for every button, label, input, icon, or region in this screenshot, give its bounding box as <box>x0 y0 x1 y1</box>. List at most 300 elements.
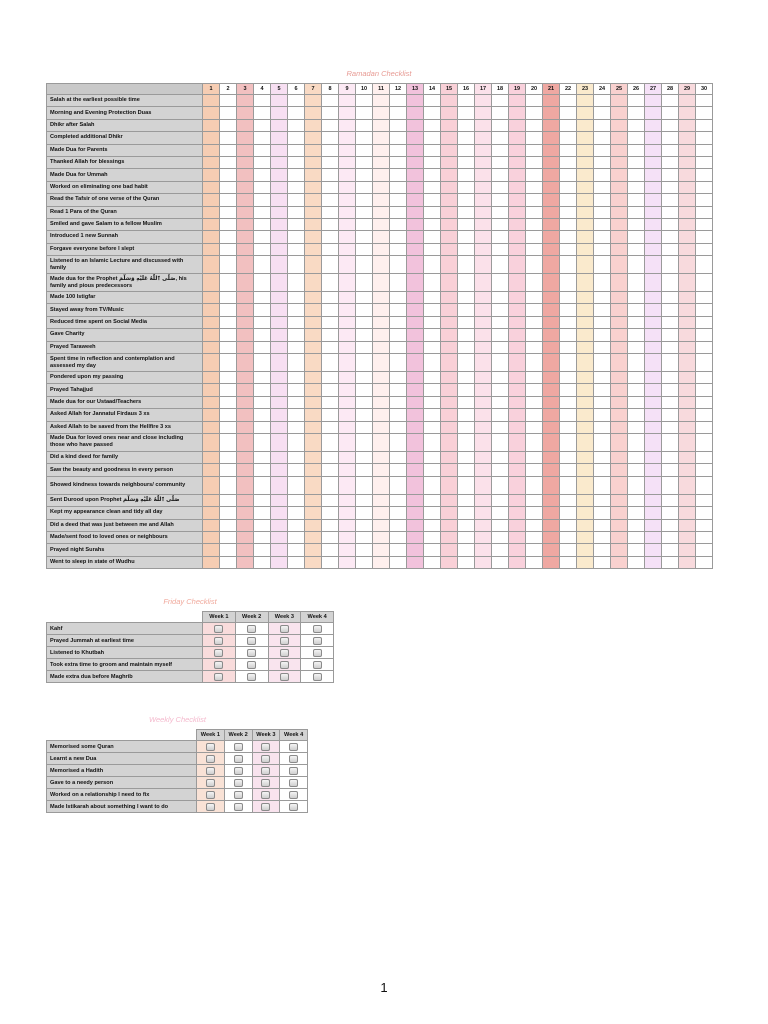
day-checkbox-cell[interactable] <box>220 156 237 168</box>
day-checkbox-cell[interactable] <box>203 433 220 451</box>
day-checkbox-cell[interactable] <box>526 316 543 328</box>
day-checkbox-cell[interactable] <box>373 476 390 494</box>
day-checkbox-cell[interactable] <box>577 144 594 156</box>
day-checkbox-cell[interactable] <box>645 132 662 144</box>
day-checkbox-cell[interactable] <box>407 132 424 144</box>
day-checkbox-cell[interactable] <box>441 256 458 274</box>
day-checkbox-cell[interactable] <box>407 169 424 181</box>
day-checkbox-cell[interactable] <box>475 274 492 292</box>
day-checkbox-cell[interactable] <box>645 531 662 543</box>
day-checkbox-cell[interactable] <box>577 194 594 206</box>
day-checkbox-cell[interactable] <box>696 409 713 421</box>
day-checkbox-cell[interactable] <box>662 231 679 243</box>
day-checkbox-cell[interactable] <box>594 464 611 476</box>
day-checkbox-cell[interactable] <box>594 531 611 543</box>
checkbox[interactable] <box>261 791 270 799</box>
day-checkbox-cell[interactable] <box>322 144 339 156</box>
day-checkbox-cell[interactable] <box>509 433 526 451</box>
day-checkbox-cell[interactable] <box>696 421 713 433</box>
checkbox[interactable] <box>214 661 223 669</box>
day-checkbox-cell[interactable] <box>509 531 526 543</box>
day-checkbox-cell[interactable] <box>458 95 475 107</box>
day-checkbox-cell[interactable] <box>662 304 679 316</box>
day-checkbox-cell[interactable] <box>696 132 713 144</box>
day-checkbox-cell[interactable] <box>203 316 220 328</box>
day-checkbox-cell[interactable] <box>509 243 526 255</box>
day-checkbox-cell[interactable] <box>492 316 509 328</box>
day-checkbox-cell[interactable] <box>696 169 713 181</box>
day-checkbox-cell[interactable] <box>560 329 577 341</box>
day-checkbox-cell[interactable] <box>322 107 339 119</box>
day-checkbox-cell[interactable] <box>611 354 628 372</box>
day-checkbox-cell[interactable] <box>424 243 441 255</box>
day-checkbox-cell[interactable] <box>424 494 441 506</box>
day-checkbox-cell[interactable] <box>339 341 356 353</box>
day-checkbox-cell[interactable] <box>220 396 237 408</box>
day-checkbox-cell[interactable] <box>560 544 577 556</box>
day-checkbox-cell[interactable] <box>645 169 662 181</box>
day-checkbox-cell[interactable] <box>288 156 305 168</box>
day-checkbox-cell[interactable] <box>441 451 458 463</box>
day-checkbox-cell[interactable] <box>356 316 373 328</box>
day-checkbox-cell[interactable] <box>305 409 322 421</box>
day-checkbox-cell[interactable] <box>424 119 441 131</box>
day-checkbox-cell[interactable] <box>696 274 713 292</box>
day-checkbox-cell[interactable] <box>407 218 424 230</box>
day-checkbox-cell[interactable] <box>373 329 390 341</box>
day-checkbox-cell[interactable] <box>322 256 339 274</box>
day-checkbox-cell[interactable] <box>594 292 611 304</box>
checkbox[interactable] <box>234 743 243 751</box>
day-checkbox-cell[interactable] <box>475 341 492 353</box>
day-checkbox-cell[interactable] <box>441 243 458 255</box>
day-checkbox-cell[interactable] <box>356 372 373 384</box>
day-checkbox-cell[interactable] <box>696 531 713 543</box>
day-checkbox-cell[interactable] <box>543 292 560 304</box>
day-checkbox-cell[interactable] <box>254 169 271 181</box>
checkbox[interactable] <box>206 743 215 751</box>
day-checkbox-cell[interactable] <box>645 451 662 463</box>
day-checkbox-cell[interactable] <box>611 409 628 421</box>
day-checkbox-cell[interactable] <box>220 372 237 384</box>
day-checkbox-cell[interactable] <box>475 556 492 568</box>
day-checkbox-cell[interactable] <box>696 218 713 230</box>
day-checkbox-cell[interactable] <box>594 304 611 316</box>
day-checkbox-cell[interactable] <box>220 544 237 556</box>
day-checkbox-cell[interactable] <box>509 544 526 556</box>
day-checkbox-cell[interactable] <box>288 519 305 531</box>
day-checkbox-cell[interactable] <box>254 156 271 168</box>
day-checkbox-cell[interactable] <box>390 274 407 292</box>
day-checkbox-cell[interactable] <box>220 304 237 316</box>
day-checkbox-cell[interactable] <box>560 464 577 476</box>
checkbox[interactable] <box>280 625 289 633</box>
day-checkbox-cell[interactable] <box>424 329 441 341</box>
day-checkbox-cell[interactable] <box>441 464 458 476</box>
day-checkbox-cell[interactable] <box>237 409 254 421</box>
day-checkbox-cell[interactable] <box>322 507 339 519</box>
day-checkbox-cell[interactable] <box>254 464 271 476</box>
day-checkbox-cell[interactable] <box>526 556 543 568</box>
day-checkbox-cell[interactable] <box>203 95 220 107</box>
day-checkbox-cell[interactable] <box>390 372 407 384</box>
day-checkbox-cell[interactable] <box>577 181 594 193</box>
day-checkbox-cell[interactable] <box>407 292 424 304</box>
day-checkbox-cell[interactable] <box>203 181 220 193</box>
day-checkbox-cell[interactable] <box>662 433 679 451</box>
day-checkbox-cell[interactable] <box>254 329 271 341</box>
day-checkbox-cell[interactable] <box>679 341 696 353</box>
day-checkbox-cell[interactable] <box>458 231 475 243</box>
day-checkbox-cell[interactable] <box>288 507 305 519</box>
checkbox[interactable] <box>247 637 256 645</box>
day-checkbox-cell[interactable] <box>254 107 271 119</box>
day-checkbox-cell[interactable] <box>424 409 441 421</box>
day-checkbox-cell[interactable] <box>577 206 594 218</box>
day-checkbox-cell[interactable] <box>339 107 356 119</box>
day-checkbox-cell[interactable] <box>577 409 594 421</box>
day-checkbox-cell[interactable] <box>560 169 577 181</box>
day-checkbox-cell[interactable] <box>271 231 288 243</box>
checkbox[interactable] <box>247 625 256 633</box>
day-checkbox-cell[interactable] <box>458 341 475 353</box>
day-checkbox-cell[interactable] <box>271 156 288 168</box>
day-checkbox-cell[interactable] <box>560 494 577 506</box>
day-checkbox-cell[interactable] <box>237 304 254 316</box>
day-checkbox-cell[interactable] <box>543 421 560 433</box>
day-checkbox-cell[interactable] <box>509 396 526 408</box>
day-checkbox-cell[interactable] <box>390 384 407 396</box>
day-checkbox-cell[interactable] <box>611 107 628 119</box>
day-checkbox-cell[interactable] <box>254 341 271 353</box>
day-checkbox-cell[interactable] <box>475 304 492 316</box>
day-checkbox-cell[interactable] <box>390 354 407 372</box>
day-checkbox-cell[interactable] <box>526 218 543 230</box>
day-checkbox-cell[interactable] <box>390 396 407 408</box>
day-checkbox-cell[interactable] <box>543 194 560 206</box>
day-checkbox-cell[interactable] <box>288 433 305 451</box>
day-checkbox-cell[interactable] <box>492 132 509 144</box>
day-checkbox-cell[interactable] <box>509 556 526 568</box>
day-checkbox-cell[interactable] <box>526 354 543 372</box>
day-checkbox-cell[interactable] <box>237 274 254 292</box>
day-checkbox-cell[interactable] <box>509 181 526 193</box>
day-checkbox-cell[interactable] <box>424 144 441 156</box>
day-checkbox-cell[interactable] <box>390 464 407 476</box>
day-checkbox-cell[interactable] <box>373 119 390 131</box>
day-checkbox-cell[interactable] <box>509 329 526 341</box>
day-checkbox-cell[interactable] <box>305 316 322 328</box>
day-checkbox-cell[interactable] <box>441 181 458 193</box>
day-checkbox-cell[interactable] <box>356 95 373 107</box>
day-checkbox-cell[interactable] <box>577 132 594 144</box>
day-checkbox-cell[interactable] <box>662 396 679 408</box>
day-checkbox-cell[interactable] <box>543 464 560 476</box>
day-checkbox-cell[interactable] <box>696 556 713 568</box>
day-checkbox-cell[interactable] <box>237 181 254 193</box>
day-checkbox-cell[interactable] <box>645 95 662 107</box>
day-checkbox-cell[interactable] <box>356 396 373 408</box>
day-checkbox-cell[interactable] <box>662 218 679 230</box>
day-checkbox-cell[interactable] <box>696 256 713 274</box>
day-checkbox-cell[interactable] <box>339 156 356 168</box>
day-checkbox-cell[interactable] <box>203 304 220 316</box>
day-checkbox-cell[interactable] <box>543 132 560 144</box>
day-checkbox-cell[interactable] <box>322 316 339 328</box>
day-checkbox-cell[interactable] <box>611 304 628 316</box>
day-checkbox-cell[interactable] <box>662 107 679 119</box>
day-checkbox-cell[interactable] <box>628 292 645 304</box>
day-checkbox-cell[interactable] <box>577 476 594 494</box>
day-checkbox-cell[interactable] <box>356 409 373 421</box>
day-checkbox-cell[interactable] <box>407 156 424 168</box>
day-checkbox-cell[interactable] <box>254 544 271 556</box>
day-checkbox-cell[interactable] <box>611 169 628 181</box>
day-checkbox-cell[interactable] <box>441 156 458 168</box>
day-checkbox-cell[interactable] <box>288 556 305 568</box>
day-checkbox-cell[interactable] <box>424 218 441 230</box>
day-checkbox-cell[interactable] <box>628 316 645 328</box>
day-checkbox-cell[interactable] <box>628 156 645 168</box>
day-checkbox-cell[interactable] <box>509 519 526 531</box>
day-checkbox-cell[interactable] <box>458 292 475 304</box>
day-checkbox-cell[interactable] <box>305 494 322 506</box>
day-checkbox-cell[interactable] <box>237 316 254 328</box>
day-checkbox-cell[interactable] <box>526 156 543 168</box>
day-checkbox-cell[interactable] <box>492 396 509 408</box>
day-checkbox-cell[interactable] <box>373 156 390 168</box>
day-checkbox-cell[interactable] <box>475 354 492 372</box>
day-checkbox-cell[interactable] <box>203 494 220 506</box>
day-checkbox-cell[interactable] <box>526 274 543 292</box>
day-checkbox-cell[interactable] <box>509 421 526 433</box>
day-checkbox-cell[interactable] <box>356 169 373 181</box>
day-checkbox-cell[interactable] <box>628 354 645 372</box>
day-checkbox-cell[interactable] <box>594 519 611 531</box>
checkbox[interactable] <box>261 803 270 811</box>
day-checkbox-cell[interactable] <box>424 107 441 119</box>
day-checkbox-cell[interactable] <box>373 341 390 353</box>
day-checkbox-cell[interactable] <box>492 218 509 230</box>
day-checkbox-cell[interactable] <box>441 409 458 421</box>
day-checkbox-cell[interactable] <box>373 132 390 144</box>
day-checkbox-cell[interactable] <box>407 231 424 243</box>
checkbox[interactable] <box>313 625 322 633</box>
day-checkbox-cell[interactable] <box>237 476 254 494</box>
day-checkbox-cell[interactable] <box>628 119 645 131</box>
day-checkbox-cell[interactable] <box>322 464 339 476</box>
day-checkbox-cell[interactable] <box>271 396 288 408</box>
day-checkbox-cell[interactable] <box>356 354 373 372</box>
day-checkbox-cell[interactable] <box>356 218 373 230</box>
day-checkbox-cell[interactable] <box>373 556 390 568</box>
day-checkbox-cell[interactable] <box>356 119 373 131</box>
day-checkbox-cell[interactable] <box>492 354 509 372</box>
day-checkbox-cell[interactable] <box>475 421 492 433</box>
day-checkbox-cell[interactable] <box>373 316 390 328</box>
day-checkbox-cell[interactable] <box>577 316 594 328</box>
day-checkbox-cell[interactable] <box>424 181 441 193</box>
checkbox[interactable] <box>280 649 289 657</box>
day-checkbox-cell[interactable] <box>271 531 288 543</box>
day-checkbox-cell[interactable] <box>424 256 441 274</box>
day-checkbox-cell[interactable] <box>492 181 509 193</box>
day-checkbox-cell[interactable] <box>254 95 271 107</box>
day-checkbox-cell[interactable] <box>271 519 288 531</box>
day-checkbox-cell[interactable] <box>322 243 339 255</box>
day-checkbox-cell[interactable] <box>237 372 254 384</box>
day-checkbox-cell[interactable] <box>373 107 390 119</box>
day-checkbox-cell[interactable] <box>662 421 679 433</box>
day-checkbox-cell[interactable] <box>560 316 577 328</box>
day-checkbox-cell[interactable] <box>679 231 696 243</box>
day-checkbox-cell[interactable] <box>441 531 458 543</box>
day-checkbox-cell[interactable] <box>356 194 373 206</box>
day-checkbox-cell[interactable] <box>696 181 713 193</box>
day-checkbox-cell[interactable] <box>322 329 339 341</box>
day-checkbox-cell[interactable] <box>339 218 356 230</box>
day-checkbox-cell[interactable] <box>594 409 611 421</box>
day-checkbox-cell[interactable] <box>662 132 679 144</box>
day-checkbox-cell[interactable] <box>679 181 696 193</box>
day-checkbox-cell[interactable] <box>356 243 373 255</box>
day-checkbox-cell[interactable] <box>339 132 356 144</box>
day-checkbox-cell[interactable] <box>458 494 475 506</box>
day-checkbox-cell[interactable] <box>441 304 458 316</box>
day-checkbox-cell[interactable] <box>611 384 628 396</box>
day-checkbox-cell[interactable] <box>441 421 458 433</box>
day-checkbox-cell[interactable] <box>220 132 237 144</box>
day-checkbox-cell[interactable] <box>526 519 543 531</box>
day-checkbox-cell[interactable] <box>288 316 305 328</box>
day-checkbox-cell[interactable] <box>237 556 254 568</box>
day-checkbox-cell[interactable] <box>492 274 509 292</box>
day-checkbox-cell[interactable] <box>305 231 322 243</box>
day-checkbox-cell[interactable] <box>577 304 594 316</box>
day-checkbox-cell[interactable] <box>220 274 237 292</box>
day-checkbox-cell[interactable] <box>220 341 237 353</box>
day-checkbox-cell[interactable] <box>407 194 424 206</box>
day-checkbox-cell[interactable] <box>424 274 441 292</box>
day-checkbox-cell[interactable] <box>220 464 237 476</box>
day-checkbox-cell[interactable] <box>407 531 424 543</box>
day-checkbox-cell[interactable] <box>475 409 492 421</box>
day-checkbox-cell[interactable] <box>424 476 441 494</box>
day-checkbox-cell[interactable] <box>237 341 254 353</box>
day-checkbox-cell[interactable] <box>441 494 458 506</box>
day-checkbox-cell[interactable] <box>577 433 594 451</box>
day-checkbox-cell[interactable] <box>288 119 305 131</box>
day-checkbox-cell[interactable] <box>339 384 356 396</box>
day-checkbox-cell[interactable] <box>271 206 288 218</box>
day-checkbox-cell[interactable] <box>594 476 611 494</box>
day-checkbox-cell[interactable] <box>458 384 475 396</box>
day-checkbox-cell[interactable] <box>594 341 611 353</box>
day-checkbox-cell[interactable] <box>543 206 560 218</box>
day-checkbox-cell[interactable] <box>424 384 441 396</box>
day-checkbox-cell[interactable] <box>322 304 339 316</box>
day-checkbox-cell[interactable] <box>492 107 509 119</box>
day-checkbox-cell[interactable] <box>458 316 475 328</box>
day-checkbox-cell[interactable] <box>577 507 594 519</box>
day-checkbox-cell[interactable] <box>288 132 305 144</box>
day-checkbox-cell[interactable] <box>696 231 713 243</box>
day-checkbox-cell[interactable] <box>475 181 492 193</box>
day-checkbox-cell[interactable] <box>662 494 679 506</box>
checkbox[interactable] <box>280 673 289 681</box>
day-checkbox-cell[interactable] <box>628 107 645 119</box>
day-checkbox-cell[interactable] <box>662 464 679 476</box>
checkbox[interactable] <box>261 767 270 775</box>
day-checkbox-cell[interactable] <box>475 372 492 384</box>
day-checkbox-cell[interactable] <box>220 107 237 119</box>
day-checkbox-cell[interactable] <box>628 194 645 206</box>
day-checkbox-cell[interactable] <box>407 507 424 519</box>
day-checkbox-cell[interactable] <box>237 396 254 408</box>
day-checkbox-cell[interactable] <box>288 144 305 156</box>
day-checkbox-cell[interactable] <box>441 132 458 144</box>
day-checkbox-cell[interactable] <box>475 544 492 556</box>
day-checkbox-cell[interactable] <box>237 354 254 372</box>
day-checkbox-cell[interactable] <box>271 507 288 519</box>
day-checkbox-cell[interactable] <box>560 433 577 451</box>
day-checkbox-cell[interactable] <box>628 396 645 408</box>
day-checkbox-cell[interactable] <box>288 341 305 353</box>
day-checkbox-cell[interactable] <box>254 421 271 433</box>
day-checkbox-cell[interactable] <box>271 119 288 131</box>
day-checkbox-cell[interactable] <box>543 304 560 316</box>
day-checkbox-cell[interactable] <box>475 243 492 255</box>
day-checkbox-cell[interactable] <box>509 256 526 274</box>
day-checkbox-cell[interactable] <box>254 494 271 506</box>
day-checkbox-cell[interactable] <box>339 409 356 421</box>
day-checkbox-cell[interactable] <box>407 421 424 433</box>
day-checkbox-cell[interactable] <box>509 341 526 353</box>
day-checkbox-cell[interactable] <box>577 243 594 255</box>
day-checkbox-cell[interactable] <box>492 304 509 316</box>
day-checkbox-cell[interactable] <box>237 132 254 144</box>
day-checkbox-cell[interactable] <box>339 433 356 451</box>
day-checkbox-cell[interactable] <box>339 476 356 494</box>
day-checkbox-cell[interactable] <box>611 292 628 304</box>
day-checkbox-cell[interactable] <box>543 218 560 230</box>
day-checkbox-cell[interactable] <box>271 421 288 433</box>
day-checkbox-cell[interactable] <box>475 256 492 274</box>
day-checkbox-cell[interactable] <box>407 256 424 274</box>
day-checkbox-cell[interactable] <box>509 206 526 218</box>
day-checkbox-cell[interactable] <box>390 119 407 131</box>
day-checkbox-cell[interactable] <box>305 107 322 119</box>
day-checkbox-cell[interactable] <box>373 494 390 506</box>
day-checkbox-cell[interactable] <box>458 194 475 206</box>
day-checkbox-cell[interactable] <box>271 144 288 156</box>
day-checkbox-cell[interactable] <box>390 107 407 119</box>
day-checkbox-cell[interactable] <box>679 243 696 255</box>
day-checkbox-cell[interactable] <box>679 421 696 433</box>
day-checkbox-cell[interactable] <box>407 316 424 328</box>
day-checkbox-cell[interactable] <box>611 243 628 255</box>
day-checkbox-cell[interactable] <box>577 341 594 353</box>
day-checkbox-cell[interactable] <box>356 421 373 433</box>
day-checkbox-cell[interactable] <box>288 206 305 218</box>
day-checkbox-cell[interactable] <box>560 231 577 243</box>
day-checkbox-cell[interactable] <box>628 206 645 218</box>
day-checkbox-cell[interactable] <box>339 256 356 274</box>
day-checkbox-cell[interactable] <box>611 132 628 144</box>
day-checkbox-cell[interactable] <box>475 464 492 476</box>
day-checkbox-cell[interactable] <box>271 476 288 494</box>
checkbox[interactable] <box>289 779 298 787</box>
